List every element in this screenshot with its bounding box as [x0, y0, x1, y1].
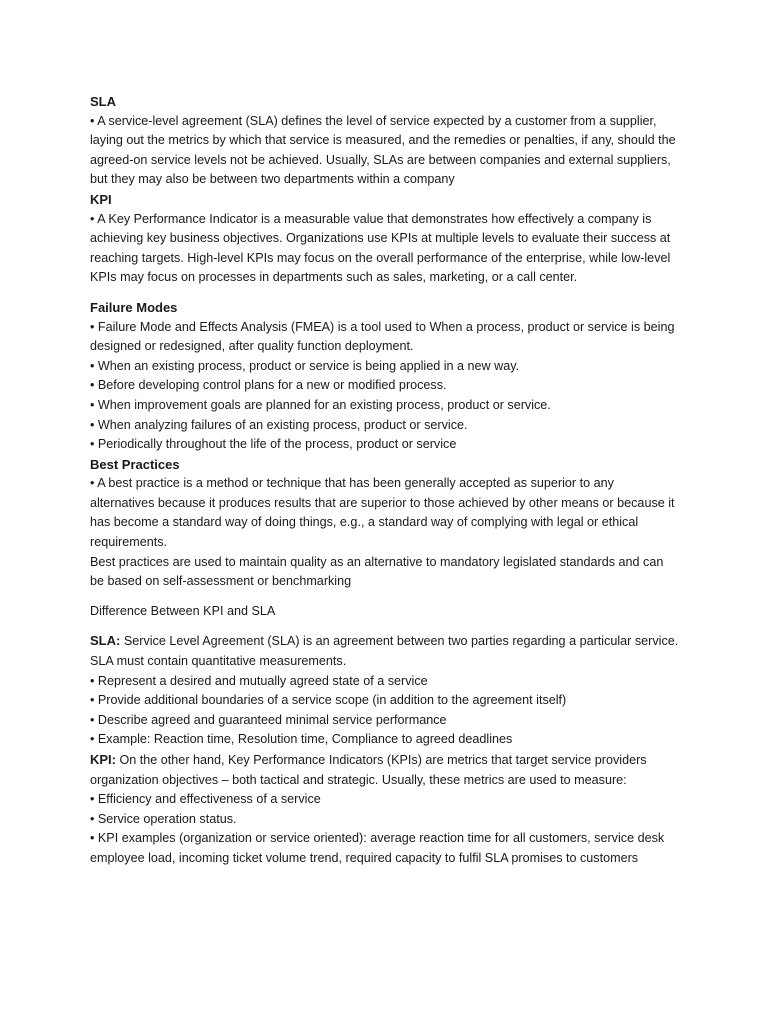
sla-comparison-item: • Provide additional boundaries of a service scope (in addition to the agreement itself)	[90, 693, 567, 708]
sla-comparison	[90, 631, 680, 671]
failure-modes-heading: Failure Modes	[90, 299, 178, 315]
sla-comparison-item: • Example: Reaction time, Resolution time, Compliance to agreed deadlines	[90, 732, 513, 747]
kpi-heading: KPI	[90, 191, 112, 207]
kpi-definition: • A Key Performance Indicator is a measurable value that demonstrates how effectively a company is achieving key business objectives. Organizations use KPIs at multiple levels to evaluate their success at reaching targets. High-level KPIs may focus on the overall performance of the enterprise, while low-level KPIs may focus on processes in departments such as sales, marketing, or a call center.	[90, 211, 671, 285]
best-practices-note: Best practices are used to maintain quality as an alternative to mandatory legislated standards and can be based on self-assessment or benchmarking	[90, 554, 664, 589]
best-practices-definition: • A best practice is a method or technique that has been generally accepted as superior to any alternatives because it produces results that are superior to those achieved by other means or because it has become a standard way of doing things, e.g., a standard way of complying with legal or ethical requirements.	[90, 476, 675, 550]
sla-definition: • A service-level agreement (SLA) defines the level of service expected by a customer from a supplier, laying out the metrics by which that service is measured, and the remedies or penalties, if any, should the agreed-on service levels not be achieved. Usually, SLAs are between companies and external suppliers, but they may also be between two departments within a company	[90, 113, 676, 187]
failure-modes-item: • Periodically throughout the life of the process, product or service	[90, 437, 457, 452]
failure-modes-item: • When improvement goals are planned for an existing process, product or service.	[90, 397, 551, 412]
sla-comparison-item: • Describe agreed and guaranteed minimal service performance	[90, 712, 447, 727]
sla-heading: SLA	[90, 94, 116, 109]
sla-label: SLA:	[90, 633, 121, 649]
kpi-comparison	[90, 750, 680, 790]
failure-modes-item: • When analyzing failures of an existing process, product or service.	[90, 417, 468, 432]
sla-comparison-item: • Represent a desired and mutually agreed state of a service	[90, 673, 428, 688]
kpi-comparison-item: • Service operation status.	[90, 811, 237, 826]
kpi-label: KPI:	[90, 752, 116, 767]
kpi-comparison-item: • KPI examples (organization or service oriented): average reaction time for all customers, service desk employee load, incoming ticket volume trend, required capacity to fulfil SLA promises to customers	[90, 831, 665, 865]
sla-comparison-text: Service Level Agreement (SLA) is an agreement between two parties regarding a particular service. SLA must contain quantitative measurements.	[90, 634, 679, 669]
kpi-comparison-text: On the other hand, Key Performance Indicators (KPIs) are metrics that target service providers organization objectives – both tactical and strategic. Usually, these metrics are used to measure:	[90, 753, 647, 787]
document-body	[90, 92, 680, 869]
failure-modes-item: • Before developing control plans for a new or modified process.	[90, 378, 447, 393]
best-practices-heading: Best Practices	[90, 456, 180, 472]
difference-title: Difference Between KPI and SLA	[90, 603, 276, 618]
kpi-comparison-item: • Efficiency and effectiveness of a service	[90, 792, 321, 807]
failure-modes-item: • Failure Mode and Effects Analysis (FMEA) is a tool used to When a process, product or service is being designed or redesigned, after quality function deployment.	[90, 319, 675, 354]
failure-modes-item: • When an existing process, product or service is being applied in a new way.	[90, 358, 520, 373]
